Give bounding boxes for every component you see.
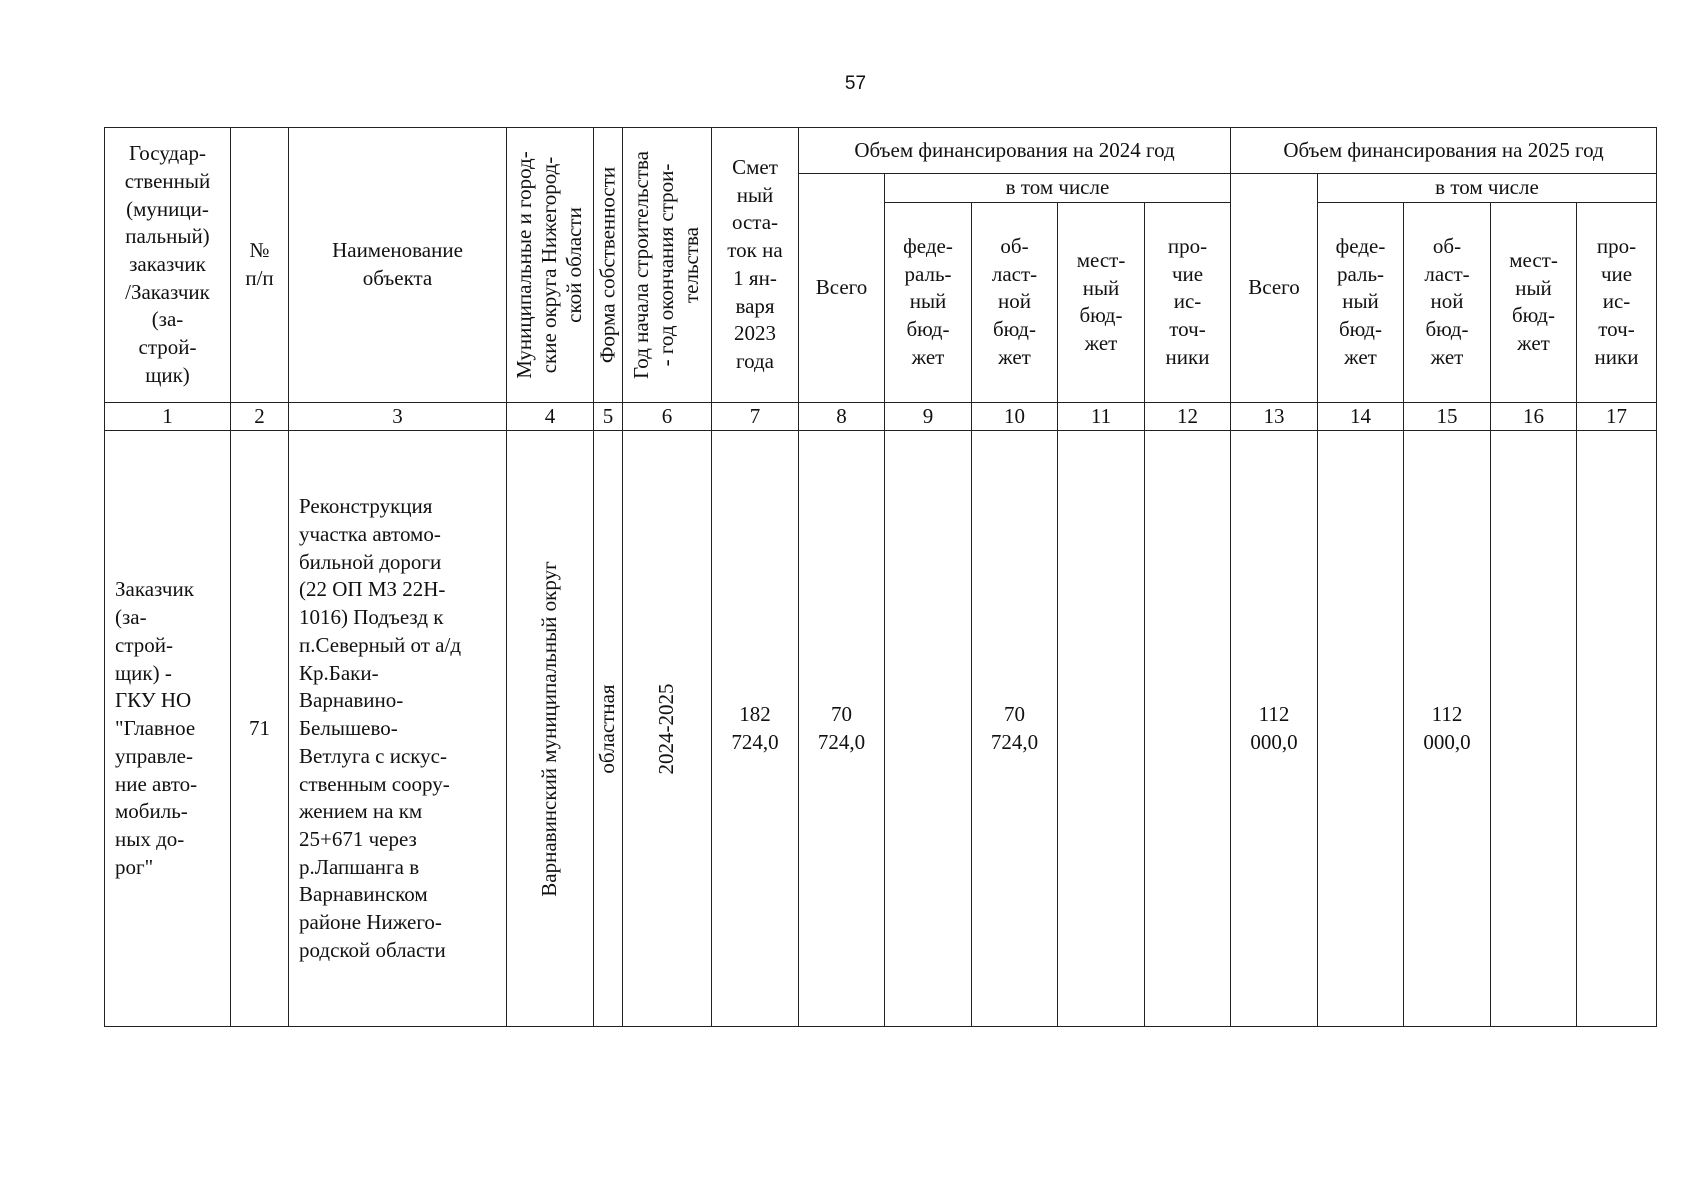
header-federal-2025: феде- раль- ный бюд- жет	[1318, 202, 1404, 402]
column-number: 8	[799, 402, 885, 431]
header-row-1	[105, 128, 1657, 174]
header-regional-2024: об- ласт- ной бюд- жет	[972, 202, 1058, 402]
cell-years: 2024-2025	[623, 431, 712, 1027]
column-number: 7	[712, 402, 799, 431]
header-estimate: Смет ный оста- ток на 1 ян- варя 2023 года	[712, 128, 799, 403]
column-number: 13	[1231, 402, 1318, 431]
header-object-name: Наименование объекта	[289, 128, 507, 403]
header-other-2025: про- чие ис- точ- ники	[1577, 202, 1657, 402]
investment-table	[104, 127, 1657, 1027]
cell-other-2024	[1145, 431, 1231, 1027]
header-fin-2024: Объем финансирования на 2024 год	[799, 128, 1231, 174]
header-years: Год начала строительства - год окончания строи- тельства	[623, 128, 712, 403]
column-number: 6	[623, 402, 712, 431]
page-number: 57	[844, 73, 867, 94]
column-number: 12	[1145, 402, 1231, 431]
column-number: 5	[594, 402, 623, 431]
header-municipality: Муниципальные и город- ские округа Нижегород- ской области	[507, 128, 594, 403]
header-including-2024: в том числе	[885, 174, 1231, 203]
cell-federal-2024	[885, 431, 972, 1027]
cell-regional-2025: 112 000,0	[1404, 431, 1491, 1027]
header-including-2025: в том числе	[1318, 174, 1657, 203]
header-local-2025: мест- ный бюд- жет	[1491, 202, 1577, 402]
cell-local-2025	[1491, 431, 1577, 1027]
column-number: 14	[1318, 402, 1404, 431]
header-total-2025: Всего	[1231, 174, 1318, 403]
table-row	[105, 431, 1657, 1027]
column-number-row	[105, 402, 1657, 431]
cell-ownership: областная	[594, 431, 623, 1027]
column-number: 4	[507, 402, 594, 431]
column-number: 10	[972, 402, 1058, 431]
cell-num: 71	[231, 431, 289, 1027]
column-number: 1	[105, 402, 231, 431]
column-number: 9	[885, 402, 972, 431]
cell-local-2024	[1058, 431, 1145, 1027]
header-local-2024: мест- ный бюд- жет	[1058, 202, 1145, 402]
cell-municipality: Варнавинский муниципальный округ	[507, 431, 594, 1027]
header-fin-2025: Объем финансирования на 2025 год	[1231, 128, 1657, 174]
cell-federal-2025	[1318, 431, 1404, 1027]
header-federal-2024: феде- раль- ный бюд- жет	[885, 202, 972, 402]
cell-regional-2024: 70 724,0	[972, 431, 1058, 1027]
cell-object-name: Реконструкция участка автомо- бильной дороги (22 ОП МЗ 22Н- 1016) Подъезд к п.Северный от а/д Кр.Баки- Варнавино- Белышево- Ветлуга с искус- ственным соору- жением на км 25+671 через р.Лапшанга в Варнавинском районе Нижего- родской области	[289, 431, 507, 1027]
header-other-2024: про- чие ис- точ- ники	[1145, 202, 1231, 402]
header-customer: Государ- ственный (муници- пальный) заказчик /Заказчик (за- строй- щик)	[105, 128, 231, 403]
column-number: 2	[231, 402, 289, 431]
column-number: 11	[1058, 402, 1145, 431]
cell-customer: Заказчик (за- строй- щик) - ГКУ НО "Главное управле- ние авто- мобиль- ных до- рог"	[105, 431, 231, 1027]
cell-other-2025	[1577, 431, 1657, 1027]
column-number: 15	[1404, 402, 1491, 431]
cell-total-2025: 112 000,0	[1231, 431, 1318, 1027]
header-num: № п/п	[231, 128, 289, 403]
column-number: 16	[1491, 402, 1577, 431]
cell-estimate: 182 724,0	[712, 431, 799, 1027]
cell-total-2024: 70 724,0	[799, 431, 885, 1027]
header-ownership: Форма собственности	[594, 128, 623, 403]
column-number: 17	[1577, 402, 1657, 431]
header-regional-2025: об- ласт- ной бюд- жет	[1404, 202, 1491, 402]
header-total-2024: Всего	[799, 174, 885, 403]
column-number: 3	[289, 402, 507, 431]
